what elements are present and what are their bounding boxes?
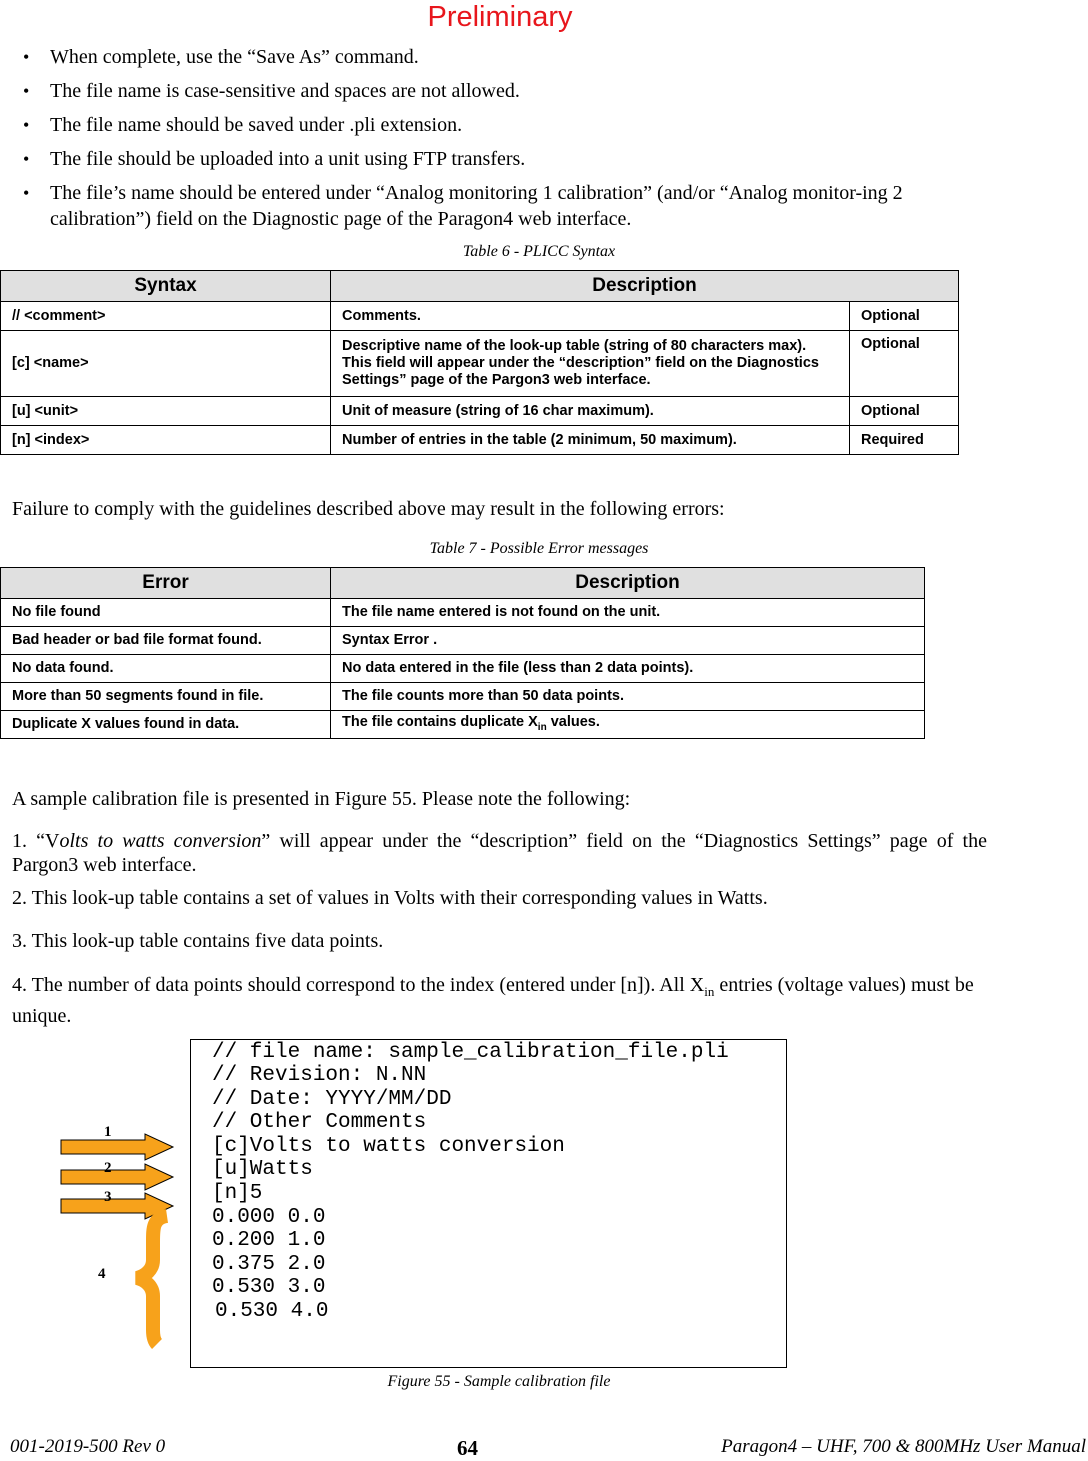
brace-icon <box>137 1216 167 1344</box>
footer-manual-title: Paragon4 – UHF, 700 & 800MHz User Manual <box>721 1436 1086 1457</box>
table-cell: [c] <name> <box>1 331 331 397</box>
footer-doc-number: 001-2019-500 Rev 0 <box>10 1436 166 1457</box>
failure-paragraph: Failure to comply with the guidelines described above may result in the following errors: <box>12 498 725 520</box>
notes-intro: A sample calibration file is presented in Figure 55. Please note the following: <box>12 788 631 810</box>
figure-caption: Figure 55 - Sample calibration file <box>387 1373 611 1390</box>
table-cell: Required <box>850 426 959 455</box>
table-cell: No data entered in the file (less than 2 data points). <box>331 655 925 683</box>
marker-1: 1 <box>104 1124 112 1140</box>
table-row <box>1 331 959 397</box>
table-row <box>1 426 959 455</box>
table-cell: Descriptive name of the look-up table (string of 80 characters max). This field will appear under the “description” field on the Diagnostics Settings” page of the Pargon3 web interface. <box>331 331 850 397</box>
note-2: 2. This look-up table contains a set of values in Volts with their corresponding values in Watts. <box>12 887 768 909</box>
column-header: Description <box>331 568 925 599</box>
page-number: 64 <box>457 1436 478 1460</box>
callout-arrows <box>55 1130 185 1350</box>
note-3: 3. This look-up table contains five data points. <box>12 930 384 952</box>
table-cell: Optional <box>850 397 959 426</box>
code-line: 0.000 0.0 <box>212 1206 326 1229</box>
table-row <box>1 655 925 683</box>
arrow-2-icon <box>61 1164 173 1190</box>
column-header: Syntax <box>1 271 331 302</box>
table-header-row <box>1 568 925 599</box>
table-row <box>1 683 925 711</box>
preliminary-watermark: Preliminary <box>427 1 573 33</box>
marker-2: 2 <box>104 1160 112 1176</box>
table-cell: // <comment> <box>1 302 331 331</box>
code-line: 0.530 3.0 <box>212 1276 326 1299</box>
table-cell: Bad header or bad file format found. <box>1 627 331 655</box>
list-item: • When complete, use the “Save As” command. <box>20 44 995 70</box>
table-row <box>1 302 959 331</box>
code-line: 0.530 4.0 <box>215 1300 329 1323</box>
code-line: // Other Comments <box>212 1111 427 1134</box>
arrow-1-icon <box>61 1134 173 1160</box>
table-cell: Number of entries in the table (2 minimum, 50 maximum). <box>331 426 850 455</box>
table-row <box>1 627 925 655</box>
code-line: [n]5 <box>212 1182 263 1205</box>
table-cell: Duplicate X values found in data. <box>1 711 331 739</box>
code-line: [c]Volts to watts conversion <box>212 1135 565 1158</box>
table6-caption: Table 6 - PLICC Syntax <box>462 243 616 260</box>
code-line: [u]Watts <box>212 1158 313 1181</box>
table-cell: The file counts more than 50 data points. <box>331 683 925 711</box>
list-item: • The file’s name should be entered under “Analog monitoring 1 calibration” (and/or “Analog monitor-ing 2 calibration”) field on the Diagnostic page of the Paragon4 web interface. <box>20 180 995 232</box>
table-cell: Optional <box>850 302 959 331</box>
note-1: 1. “Volts to watts conversion” will appear under the “description” field on the “Diagnostics Settings” page of the Pargon3 web interface. <box>12 830 987 876</box>
code-line: 0.200 1.0 <box>212 1229 326 1252</box>
table-cell: Unit of measure (string of 16 char maximum). <box>331 397 850 426</box>
column-header: Description <box>331 271 959 302</box>
table-cell: No file found <box>1 599 331 627</box>
table-cell: No data found. <box>1 655 331 683</box>
table-cell: Syntax Error . <box>331 627 925 655</box>
table-cell: The file contains duplicate $X_{in}$ values. <box>331 711 925 739</box>
list-item: • The file name is case-sensitive and spaces are not allowed. <box>20 78 995 104</box>
note-4: 4. The number of data points should correspond to the index (entered under [n]). All $X_{in}$ entries (voltage values) must be unique. <box>12 974 974 1027</box>
code-line: // file name: sample_calibration_file.pli <box>212 1041 729 1064</box>
plicc-syntax-table <box>0 270 959 455</box>
table-cell: [u] <unit> <box>1 397 331 426</box>
marker-4: 4 <box>98 1266 106 1282</box>
error-messages-table <box>0 567 925 739</box>
instruction-list <box>20 44 995 240</box>
marker-3: 3 <box>104 1189 112 1205</box>
code-line: 0.375 2.0 <box>212 1253 326 1276</box>
table7-caption: Table 7 - Possible Error messages <box>429 540 649 557</box>
table-header-row <box>1 271 959 302</box>
list-item: • The file name should be saved under .pli extension. <box>20 112 995 138</box>
list-item: • The file should be uploaded into a unit using FTP transfers. <box>20 146 995 172</box>
table-row <box>1 397 959 426</box>
table-cell: Comments. <box>331 302 850 331</box>
column-header: Error <box>1 568 331 599</box>
table-row <box>1 711 925 739</box>
table-cell: Optional <box>850 331 959 397</box>
table-cell: The file name entered is not found on the unit. <box>331 599 925 627</box>
code-line: // Date: YYYY/MM/DD <box>212 1088 452 1111</box>
table-cell: More than 50 segments found in file. <box>1 683 331 711</box>
table-cell: [n] <index> <box>1 426 331 455</box>
code-line: // Revision: N.NN <box>212 1064 427 1087</box>
table-row <box>1 599 925 627</box>
